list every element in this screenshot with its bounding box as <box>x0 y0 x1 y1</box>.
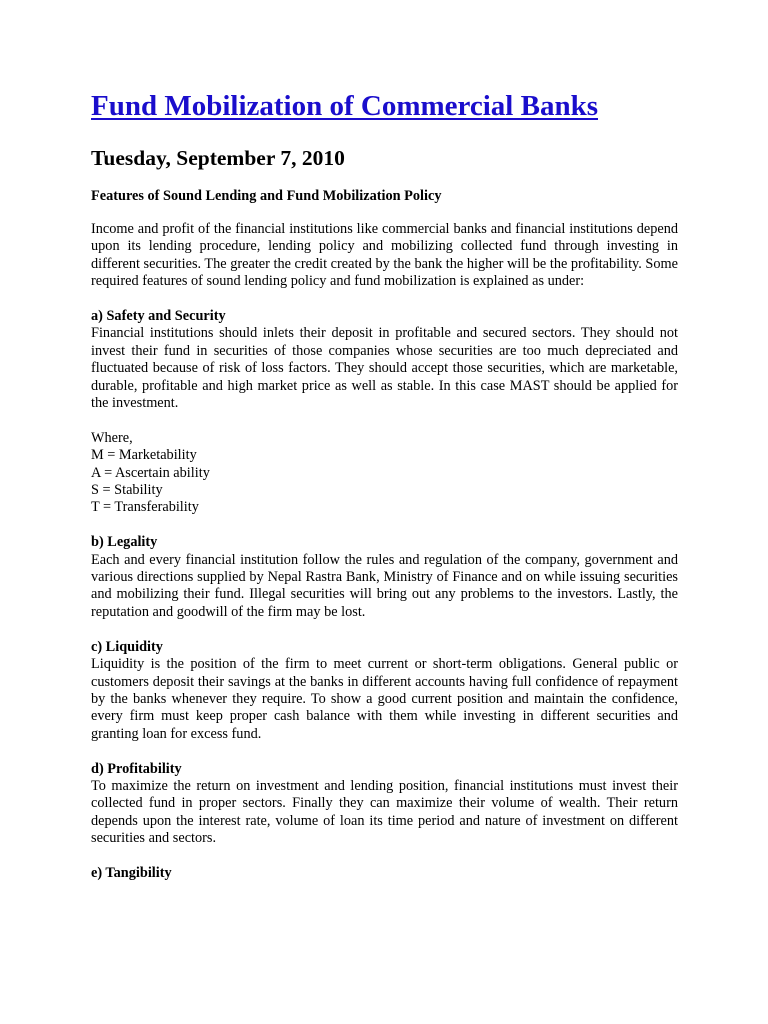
article-body <box>91 221 678 900</box>
safety-text: Financial institutions should inlets their deposit in profitable and secured sectors. They should not invest their fund in securities of those companies whose securities are too much depreciated and fluctuated because of risk of loss factors. They should accept those securities, which are marketable, durable, profitable and high market price as well as stable. In this case MAST should be applied for the investment. <box>91 325 678 412</box>
profitability-heading: d) Profitability <box>91 760 182 777</box>
liquidity-text: Liquidity is the position of the firm to meet current or short-term obligations. General public or customers deposit their savings at the banks in different accounts having full confidence of repayment by the banks whenever they require. To show a good current position and maintain the confidence, every firm must keep proper cash balance with them while investing in different securities and granting loan for excess fund. <box>91 656 678 742</box>
legality-section <box>91 534 678 621</box>
safety-heading: a) Safety and Security <box>91 308 226 325</box>
mast-item-s: S = Stability <box>91 482 163 499</box>
mast-list <box>91 430 678 517</box>
mast-where: Where, <box>91 429 133 446</box>
post-date: Tuesday, September 7, 2010 <box>91 146 345 170</box>
section-subheading: Features of Sound Lending and Fund Mobilization Policy <box>91 188 442 204</box>
intro-paragraph: Income and profit of the financial institutions like commercial banks and financial institutions depend upon its lending procedure, lending policy and mobilizing collected fund through investing in different securities. The greater the credit created by the bank the higher will be the profitability. Some required features of sound lending policy and fund mobilization is explained as under: <box>91 221 678 290</box>
liquidity-heading: c) Liquidity <box>91 638 163 655</box>
safety-section <box>91 308 678 412</box>
legality-text: Each and every financial institution follow the rules and regulation of the company, government and various directions supplied by Nepal Rastra Bank, Ministry of Finance and on while issuing securities and mobilizing their fund. Illegal securities will bring out any problems to the investors. Lastly, the reputation and goodwill of the firm may be lost. <box>91 551 678 620</box>
mast-item-m: M = Marketability <box>91 447 197 464</box>
mast-item-a: A = Ascertain ability <box>91 464 210 481</box>
profitability-text: To maximize the return on investment and lending position, financial institutions must invest their collected fund in proper sectors. Finally they can maximize their volume of wealth. Their return depends upon the interest rate, volume of loan its time period and nature of investment on different securities and sectors. <box>91 777 678 847</box>
page-title <box>91 88 598 124</box>
mast-item-t: T = Transferability <box>91 499 199 516</box>
legality-heading: b) Legality <box>91 534 158 551</box>
tangibility-heading: e) Tangibility <box>91 864 172 881</box>
tangibility-section <box>91 865 678 882</box>
profitability-section <box>91 761 678 848</box>
liquidity-section <box>91 639 678 743</box>
title-link[interactable]: Fund Mobilization of Commercial Banks <box>91 90 598 122</box>
